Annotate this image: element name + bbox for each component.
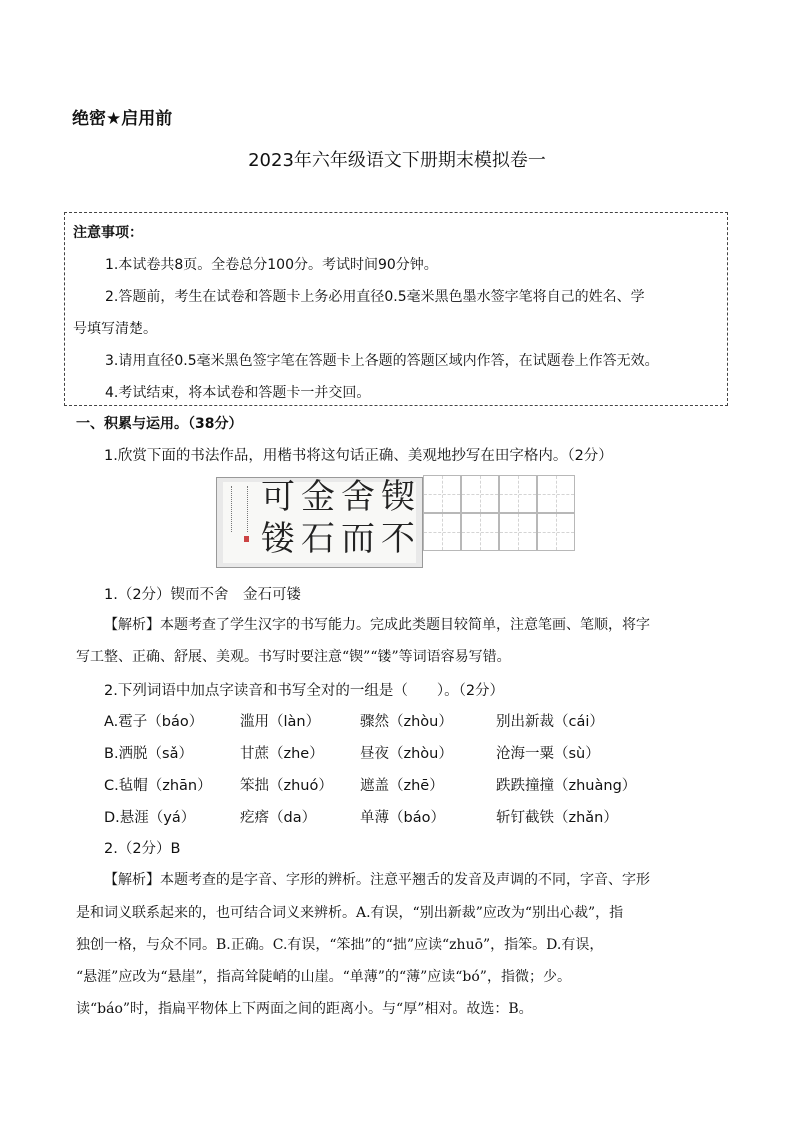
grid-cell[interactable]	[423, 513, 461, 551]
option-c-word-4: 跌跌撞撞（zhuàng）	[496, 778, 637, 794]
question-1-explanation: 写工整、正确、舒展、美观。书写时要注意“锲”“镂”等词语容易写错。	[76, 649, 511, 665]
seal-stamp	[244, 536, 249, 542]
option-b-word-3: 昼夜（zhòu）	[360, 746, 453, 762]
calligraphy-char: 而	[341, 519, 375, 559]
calligraphy-char: 可	[261, 477, 295, 517]
question-2-explanation: 是和词义联系起来的，也可结合词义来辨析。A.有误，“别出新裁”应改为“别出心裁”，指	[76, 905, 624, 921]
option-d: D.悬涯（yá）	[104, 810, 196, 826]
option-b: B.洒脱（sǎ）	[104, 746, 193, 762]
calligraphy-char: 不	[381, 519, 415, 559]
option-d-word-3: 单薄（báo）	[360, 810, 445, 826]
calligraphy-char: 金	[301, 477, 335, 517]
option-d-word-2: 疙瘩（da）	[240, 810, 317, 826]
notice-item-2-cont: 号填写清楚。	[73, 321, 157, 337]
grid-cell[interactable]	[499, 513, 537, 551]
question-2-answer: 2.（2分）B	[104, 841, 181, 857]
notice-box	[64, 212, 728, 406]
question-2-explanation: “悬涯”应改为“悬崖”，指高耸陡峭的山崖。“单薄”的“薄”应读“bó”，指微；少。	[76, 969, 571, 985]
calligraphy-char: 石	[301, 519, 335, 559]
notice-item-2: 2.答题前，考生在试卷和答题卡上务必用直径0.5毫米黑色墨水签字笔将自己的姓名、学	[105, 289, 645, 305]
confidential-label: 绝密★启用前	[72, 109, 173, 129]
option-c-word-3: 遮盖（zhē）	[360, 778, 444, 794]
grid-cell[interactable]	[423, 475, 461, 513]
question-2-explanation: 读“báo”时，指扁平物体上下两面之间的距离小。与“厚”相对。故选：B。	[76, 1001, 533, 1017]
question-1-explanation: 【解析】本题考查了学生汉字的书写能力。完成此类题目较简单，注意笔画、笔顺，将字	[104, 617, 650, 633]
notice-heading: 注意事项：	[73, 225, 143, 241]
option-c: C.毡帽（zhān）	[104, 778, 212, 794]
grid-cell[interactable]	[537, 513, 575, 551]
inscription-mark	[247, 486, 252, 532]
notice-item-3: 3.请用直径0.5毫米黑色签字笔在答题卡上各题的答题区域内作答，在试题卷上作答无效。	[105, 353, 659, 369]
option-c-word-2: 笨拙（zhuó）	[240, 778, 333, 794]
section-heading: 一、积累与运用。（38分）	[76, 416, 243, 432]
option-a-word-4: 别出新裁（cái）	[496, 714, 604, 730]
grid-cell[interactable]	[461, 475, 499, 513]
calligraphy-char: 舍	[341, 477, 375, 517]
option-a-word-2: 滥用（làn）	[240, 714, 321, 730]
grid-cell[interactable]	[499, 475, 537, 513]
option-b-word-2: 甘蔗（zhe）	[240, 746, 324, 762]
calligraphy-char: 镂	[261, 519, 295, 559]
question-2-explanation: 独创一格，与众不同。B.正确。C.有误，“笨拙”的“拙”应读“zhuō”，指笨。D.有误，	[76, 937, 604, 953]
question-2-stem: 2.下列词语中加点字读音和书写全对的一组是（ ）。（2分）	[104, 683, 505, 699]
grid-cell[interactable]	[537, 475, 575, 513]
question-1-stem: 1.欣赏下面的书法作品，用楷书将这句话正确、美观地抄写在田字格内。（2分）	[104, 448, 613, 464]
grid-cell[interactable]	[461, 513, 499, 551]
page-title: 2023年六年级语文下册期末模拟卷一	[248, 150, 546, 171]
question-2-explanation: 【解析】本题考查的是字音、字形的辨析。注意平翘舌的发音及声调的不同，字音、字形	[104, 872, 650, 888]
notice-item-4: 4.考试结束，将本试卷和答题卡一并交回。	[105, 385, 371, 401]
inscription-mark	[231, 486, 236, 532]
notice-item-1: 1.本试卷共8页。全卷总分100分。考试时间90分钟。	[105, 257, 438, 273]
option-b-word-4: 沧海一粟（sù）	[496, 746, 600, 762]
option-a: A.雹子（báo）	[104, 714, 204, 730]
question-1-answer: 1.（2分）锲而不舍 金石可镂	[104, 587, 302, 603]
option-a-word-3: 骤然（zhòu）	[360, 714, 453, 730]
option-d-word-4: 斩钉截铁（zhǎn）	[496, 810, 618, 826]
calligraphy-char: 锲	[381, 477, 415, 517]
